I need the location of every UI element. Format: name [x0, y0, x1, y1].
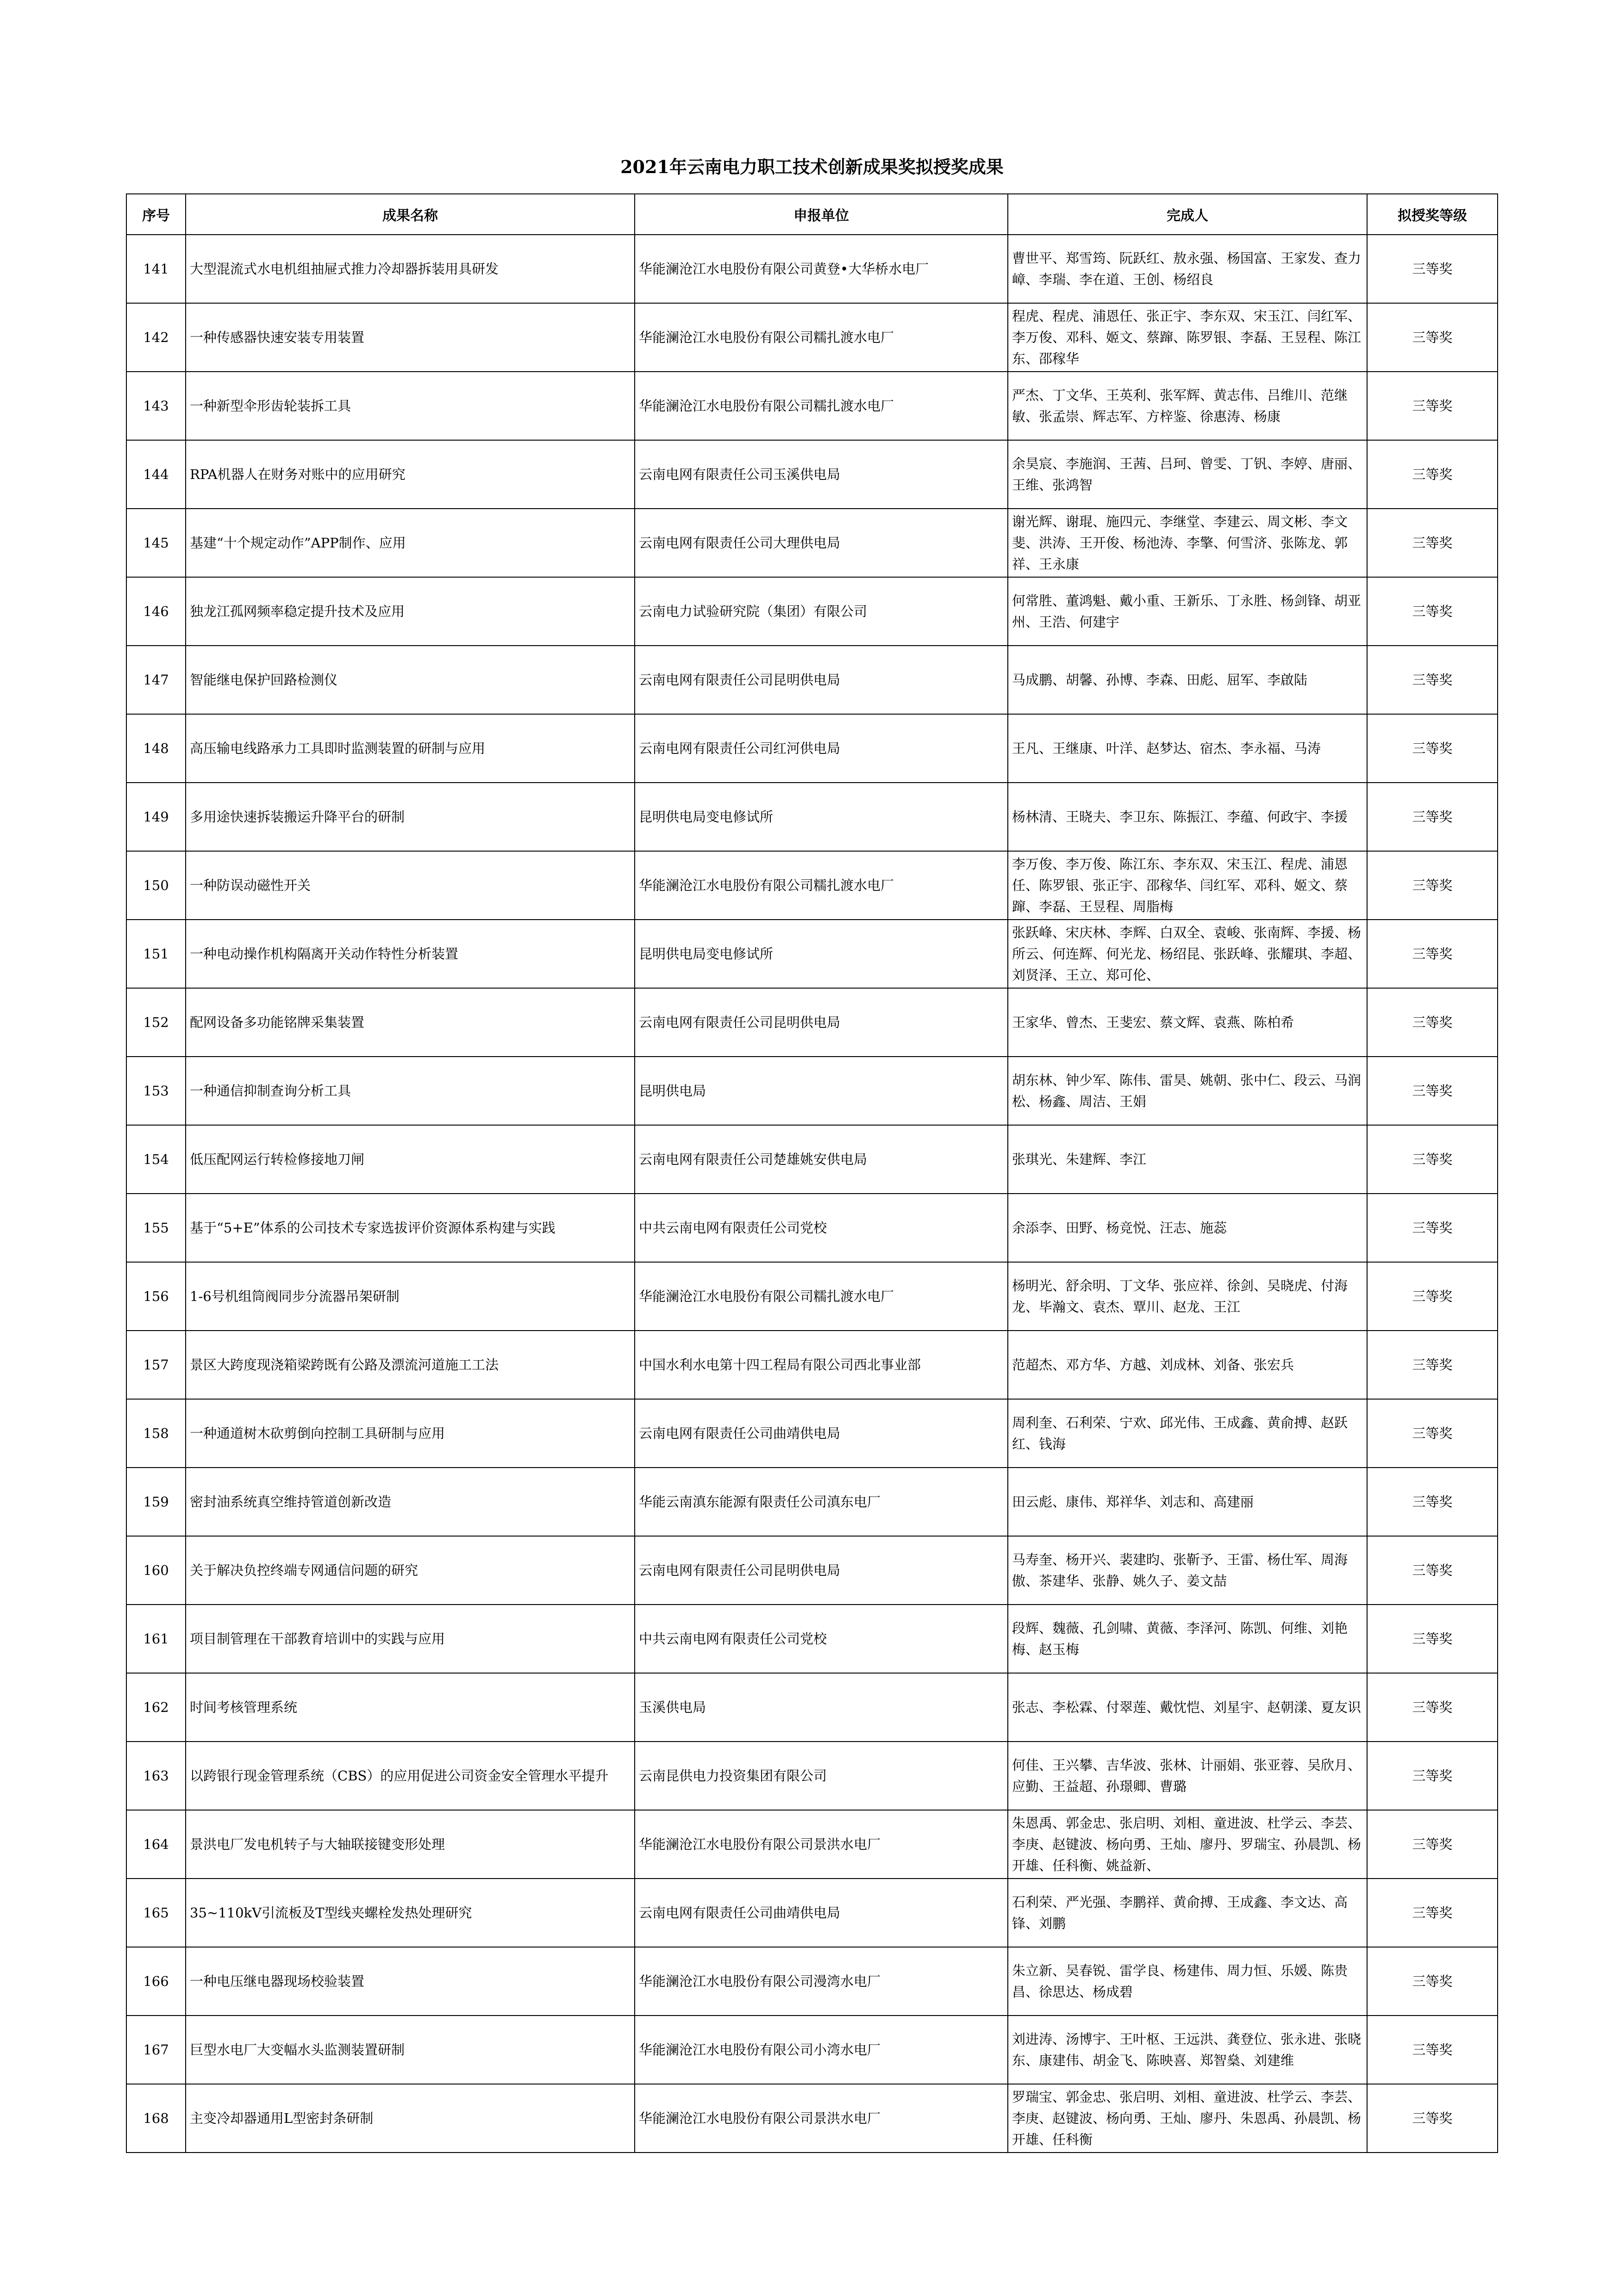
cell-level: 三等奖: [1367, 235, 1498, 303]
cell-no: 153: [126, 1057, 186, 1125]
people-text: 王凡、王继康、叶洋、赵梦达、宿杰、李永福、马涛: [1012, 740, 1321, 756]
cell-people: [1008, 1331, 1367, 1399]
table-row: [126, 1468, 1498, 1536]
header-unit: 申报单位: [635, 194, 1008, 235]
cell-level: 三等奖: [1367, 1125, 1498, 1194]
people-text: 王家华、曾杰、王斐宏、蔡文辉、袁燕、陈柏希: [1012, 1014, 1294, 1030]
cell-name: 一种通道树木砍剪倒向控制工具研制与应用: [186, 1399, 635, 1468]
cell-no: 163: [126, 1742, 186, 1810]
cell-level: 三等奖: [1367, 920, 1498, 988]
cell-name: 配网设备多功能铭牌采集装置: [186, 988, 635, 1057]
cell-no: 159: [126, 1468, 186, 1536]
header-name: 成果名称: [186, 194, 635, 235]
cell-people: [1008, 1125, 1367, 1194]
cell-no: 147: [126, 646, 186, 714]
people-text: 杨林清、王晓夫、李卫东、陈振江、李蕴、何政宇、李援: [1012, 809, 1348, 825]
cell-people: [1008, 783, 1367, 851]
cell-level: 三等奖: [1367, 1673, 1498, 1742]
cell-people: [1008, 235, 1367, 303]
table-row: [126, 646, 1498, 714]
cell-unit: 华能澜沧江水电股份有限公司糯扎渡水电厂: [635, 1262, 1008, 1331]
cell-unit: 中共云南电网有限责任公司党校: [635, 1194, 1008, 1262]
cell-name: 一种通信抑制查询分析工具: [186, 1057, 635, 1125]
people-text: 田云彪、康伟、郑祥华、刘志和、高建丽: [1012, 1494, 1254, 1510]
people-text: 余昊宸、李施润、王茜、吕珂、曾雯、丁钒、李婷、唐丽、王维、张鸿智: [1012, 456, 1362, 493]
people-text: 张琪光、朱建辉、李江: [1012, 1151, 1147, 1167]
table-row: [126, 1194, 1498, 1262]
cell-name: 关于解决负控终端专网通信问题的研究: [186, 1536, 635, 1605]
cell-level: 三等奖: [1367, 1468, 1498, 1536]
table-row: [126, 1879, 1498, 1947]
cell-level: 三等奖: [1367, 1194, 1498, 1262]
cell-unit: 华能澜沧江水电股份有限公司糯扎渡水电厂: [635, 851, 1008, 920]
cell-people: [1008, 1194, 1367, 1262]
cell-people: [1008, 1742, 1367, 1810]
cell-no: 154: [126, 1125, 186, 1194]
people-text: 何常胜、董鸿魁、戴小重、王新乐、丁永胜、杨剑锋、胡亚州、王浩、何建宇: [1012, 593, 1362, 630]
cell-no: 167: [126, 2016, 186, 2084]
cell-no: 145: [126, 509, 186, 577]
cell-people: [1008, 920, 1367, 988]
cell-name: 多用途快速拆装搬运升降平台的研制: [186, 783, 635, 851]
table-row: [126, 509, 1498, 577]
cell-name: RPA机器人在财务对账中的应用研究: [186, 440, 635, 509]
cell-people: [1008, 851, 1367, 920]
cell-people: [1008, 440, 1367, 509]
cell-unit: 云南电网有限责任公司昆明供电局: [635, 646, 1008, 714]
cell-level: 三等奖: [1367, 2016, 1498, 2084]
cell-level: 三等奖: [1367, 440, 1498, 509]
cell-unit: 中共云南电网有限责任公司党校: [635, 1605, 1008, 1673]
cell-level: 三等奖: [1367, 1810, 1498, 1879]
people-text: 范超杰、邓方华、方越、刘成林、刘备、张宏兵: [1012, 1357, 1294, 1373]
table-row: [126, 1810, 1498, 1879]
cell-no: 141: [126, 235, 186, 303]
cell-level: 三等奖: [1367, 646, 1498, 714]
cell-unit: 云南电网有限责任公司红河供电局: [635, 714, 1008, 783]
cell-unit: 云南电网有限责任公司昆明供电局: [635, 1536, 1008, 1605]
cell-name: 一种新型伞形齿轮装拆工具: [186, 372, 635, 440]
table-row: [126, 1331, 1498, 1399]
table-row: [126, 1742, 1498, 1810]
cell-no: 165: [126, 1879, 186, 1947]
cell-level: 三等奖: [1367, 1947, 1498, 2016]
table-row: [126, 783, 1498, 851]
cell-level: 三等奖: [1367, 1262, 1498, 1331]
cell-no: 150: [126, 851, 186, 920]
cell-unit: 云南电网有限责任公司昆明供电局: [635, 988, 1008, 1057]
cell-name: 1-6号机组筒阀同步分流器吊架研制: [186, 1262, 635, 1331]
cell-name: 时间考核管理系统: [186, 1673, 635, 1742]
cell-name: 密封油系统真空维持管道创新改造: [186, 1468, 635, 1536]
cell-no: 155: [126, 1194, 186, 1262]
cell-no: 157: [126, 1331, 186, 1399]
table-row: [126, 303, 1498, 372]
cell-people: [1008, 1468, 1367, 1536]
cell-name: 一种传感器快速安装专用装置: [186, 303, 635, 372]
cell-name: 智能继电保护回路检测仪: [186, 646, 635, 714]
cell-people: [1008, 1605, 1367, 1673]
cell-no: 164: [126, 1810, 186, 1879]
table-row: [126, 714, 1498, 783]
cell-people: [1008, 1057, 1367, 1125]
cell-level: 三等奖: [1367, 783, 1498, 851]
table-row: [126, 1673, 1498, 1742]
cell-people: [1008, 1673, 1367, 1742]
cell-no: 162: [126, 1673, 186, 1742]
cell-no: 152: [126, 988, 186, 1057]
cell-unit: 中国水利水电第十四工程局有限公司西北事业部: [635, 1331, 1008, 1399]
page-title: 2021年云南电力职工技术创新成果奖拟授奖成果: [620, 156, 1004, 177]
cell-no: 146: [126, 577, 186, 646]
cell-name: 基建“十个规定动作”APP制作、应用: [186, 509, 635, 577]
cell-people: [1008, 714, 1367, 783]
table-row: [126, 1399, 1498, 1468]
cell-name: 基于“5+E”体系的公司技术专家选拔评价资源体系构建与实践: [186, 1194, 635, 1262]
people-text: 谢光辉、谢琨、施四元、李继堂、李建云、周文彬、李文斐、洪涛、王开俊、杨池涛、李擎、何雪济、张陈龙、郭祥、王永康: [1012, 514, 1348, 572]
cell-name: 主变冷却器通用L型密封条研制: [186, 2084, 635, 2153]
cell-people: [1008, 1399, 1367, 1468]
people-text: 何佳、王兴攀、吉华波、张林、计丽娟、张亚蓉、吴欣月、应勤、王益超、孙璟卿、曹璐: [1012, 1757, 1362, 1794]
header-level: 拟授奖等级: [1367, 194, 1498, 235]
header-no: 序号: [126, 194, 186, 235]
cell-no: 166: [126, 1947, 186, 2016]
cell-level: 三等奖: [1367, 372, 1498, 440]
cell-name: 景洪电厂发电机转子与大轴联接键变形处理: [186, 1810, 635, 1879]
cell-people: [1008, 577, 1367, 646]
table-row: [126, 1262, 1498, 1331]
table-row: [126, 1605, 1498, 1673]
table-row: [126, 440, 1498, 509]
cell-people: [1008, 372, 1367, 440]
people-text: 杨明光、舒余明、丁文华、张应祥、徐剑、吴晓虎、付海龙、毕瀚文、袁杰、覃川、赵龙、王江: [1012, 1278, 1348, 1315]
cell-level: 三等奖: [1367, 1742, 1498, 1810]
people-text: 朱恩禹、郭金忠、张启明、刘相、童进波、杜学云、李芸、李庚、赵键波、杨向勇、王灿、廖丹、罗瑞宝、孙晨凯、杨开雄、任科衡、姚益新、: [1012, 1815, 1362, 1873]
cell-people: [1008, 2016, 1367, 2084]
cell-level: 三等奖: [1367, 1605, 1498, 1673]
table-row: [126, 988, 1498, 1057]
people-text: 周利奎、石利荣、宁欢、邱光伟、王成鑫、黄俞搏、赵跃红、钱海: [1012, 1415, 1348, 1452]
cell-name: 低压配网运行转检修接地刀闸: [186, 1125, 635, 1194]
people-text: 李万俊、李万俊、陈江东、李东双、宋玉江、程虎、浦恩任、陈罗银、张正宇、邵稼华、闫红军、邓科、姬文、蔡蹿、李磊、王昱程、周脂梅: [1012, 856, 1348, 915]
table-row: [126, 235, 1498, 303]
cell-unit: 华能云南滇东能源有限责任公司滇东电厂: [635, 1468, 1008, 1536]
cell-people: [1008, 1879, 1367, 1947]
cell-no: 142: [126, 303, 186, 372]
cell-no: 151: [126, 920, 186, 988]
people-text: 胡东林、钟少军、陈伟、雷昊、姚朝、张中仁、段云、马润松、杨鑫、周洁、王娟: [1012, 1072, 1362, 1109]
cell-unit: 华能澜沧江水电股份有限公司景洪水电厂: [635, 1810, 1008, 1879]
cell-name: 项目制管理在干部教育培训中的实践与应用: [186, 1605, 635, 1673]
cell-name: 一种防误动磁性开关: [186, 851, 635, 920]
cell-unit: 玉溪供电局: [635, 1673, 1008, 1742]
cell-people: [1008, 509, 1367, 577]
table-row: [126, 577, 1498, 646]
cell-unit: 云南电网有限责任公司曲靖供电局: [635, 1879, 1008, 1947]
cell-no: 158: [126, 1399, 186, 1468]
people-text: 马寿奎、杨开兴、裴建昀、张靳予、王雷、杨仕军、周海傲、茶建华、张静、姚久子、姜文喆: [1012, 1552, 1348, 1589]
people-text: 曹世平、郑雪筠、阮跃红、敖永强、杨国富、王家发、查力嶂、李瑞、李在道、王创、杨绍良: [1012, 250, 1362, 287]
cell-name: 景区大跨度现浇箱梁跨既有公路及漂流河道施工工法: [186, 1331, 635, 1399]
cell-no: 156: [126, 1262, 186, 1331]
cell-unit: 华能澜沧江水电股份有限公司糯扎渡水电厂: [635, 372, 1008, 440]
cell-level: 三等奖: [1367, 2084, 1498, 2153]
cell-level: 三等奖: [1367, 1057, 1498, 1125]
cell-people: [1008, 2084, 1367, 2153]
cell-name: 一种电动操作机构隔离开关动作特性分析装置: [186, 920, 635, 988]
cell-level: 三等奖: [1367, 988, 1498, 1057]
cell-people: [1008, 1262, 1367, 1331]
cell-no: 168: [126, 2084, 186, 2153]
cell-name: 一种电压继电器现场校验装置: [186, 1947, 635, 2016]
cell-unit: 云南电网有限责任公司玉溪供电局: [635, 440, 1008, 509]
cell-unit: 昆明供电局变电修试所: [635, 920, 1008, 988]
cell-people: [1008, 1536, 1367, 1605]
cell-unit: 华能澜沧江水电股份有限公司糯扎渡水电厂: [635, 303, 1008, 372]
cell-level: 三等奖: [1367, 1536, 1498, 1605]
people-text: 石利荣、严光强、李鹏祥、黄俞搏、王成鑫、李文达、高锋、刘鹏: [1012, 1894, 1348, 1931]
cell-unit: 云南昆供电力投资集团有限公司: [635, 1742, 1008, 1810]
cell-people: [1008, 988, 1367, 1057]
table-row: [126, 851, 1498, 920]
cell-level: 三等奖: [1367, 509, 1498, 577]
cell-name: 以跨银行现金管理系统（CBS）的应用促进公司资金安全管理水平提升: [186, 1742, 635, 1810]
cell-level: 三等奖: [1367, 1879, 1498, 1947]
cell-people: [1008, 646, 1367, 714]
people-text: 朱立新、吴春锐、雷学良、杨建伟、周力恒、乐媛、陈贵昌、徐思达、杨成碧: [1012, 1963, 1348, 2000]
cell-people: [1008, 303, 1367, 372]
awards-table: [126, 193, 1498, 2153]
cell-unit: 云南电网有限责任公司楚雄姚安供电局: [635, 1125, 1008, 1194]
header-people: 完成人: [1008, 194, 1367, 235]
cell-people: [1008, 1810, 1367, 1879]
people-text: 程虎、程虎、浦恩任、张正宇、李东双、宋玉江、闫红军、李万俊、邓科、姬文、蔡蹿、陈罗银、李磊、王昱程、陈江东、邵稼华: [1012, 308, 1362, 367]
cell-no: 160: [126, 1536, 186, 1605]
cell-no: 149: [126, 783, 186, 851]
cell-people: [1008, 1947, 1367, 2016]
cell-name: 35~110kV引流板及T型线夹螺栓发热处理研究: [186, 1879, 635, 1947]
people-text: 刘进涛、汤博宇、王叶枢、王远洪、龚登位、张永进、张晓东、康建伟、胡金飞、陈映喜、郑智燊、刘建维: [1012, 2031, 1362, 2068]
people-text: 罗瑞宝、郭金忠、张启明、刘相、童进波、杜学云、李芸、李庚、赵键波、杨向勇、王灿、廖丹、朱恩禹、孙晨凯、杨开雄、任科衡: [1012, 2089, 1362, 2147]
cell-level: 三等奖: [1367, 303, 1498, 372]
cell-no: 148: [126, 714, 186, 783]
cell-unit: 云南电力试验研究院（集团）有限公司: [635, 577, 1008, 646]
cell-no: 143: [126, 372, 186, 440]
table-row: [126, 2016, 1498, 2084]
cell-unit: 昆明供电局变电修试所: [635, 783, 1008, 851]
table-row: [126, 920, 1498, 988]
people-text: 严杰、丁文华、王英利、张军辉、黄志伟、吕维川、范继敏、张孟崇、辉志军、方梓鉴、徐惠涛、杨康: [1012, 387, 1348, 424]
people-text: 张跃峰、宋庆林、李辉、白双全、袁峻、张南辉、李援、杨所云、何连辉、何光龙、杨绍昆、张跃峰、张耀琪、李超、刘贤泽、王立、郑可伦、: [1012, 925, 1362, 983]
cell-name: 高压输电线路承力工具即时监测装置的研制与应用: [186, 714, 635, 783]
table-header-row: [126, 194, 1498, 235]
cell-unit: 华能澜沧江水电股份有限公司黄登•大华桥水电厂: [635, 235, 1008, 303]
table-row: [126, 1057, 1498, 1125]
table-row: [126, 1947, 1498, 2016]
table-row: [126, 372, 1498, 440]
cell-name: 巨型水电厂大变幅水头监测装置研制: [186, 2016, 635, 2084]
table-row: [126, 1125, 1498, 1194]
people-text: 张志、李松霖、付翠莲、戴忱恺、刘星宇、赵朝漾、夏友识: [1012, 1699, 1362, 1715]
cell-unit: 华能澜沧江水电股份有限公司小湾水电厂: [635, 2016, 1008, 2084]
cell-level: 三等奖: [1367, 851, 1498, 920]
cell-no: 161: [126, 1605, 186, 1673]
people-text: 段辉、魏薇、孔剑啸、黄薇、李泽河、陈凯、何维、刘艳梅、赵玉梅: [1012, 1620, 1348, 1657]
people-text: 马成鹏、胡馨、孙博、李森、田彪、屈军、李啟陆: [1012, 672, 1308, 688]
cell-unit: 昆明供电局: [635, 1057, 1008, 1125]
cell-unit: 华能澜沧江水电股份有限公司景洪水电厂: [635, 2084, 1008, 2153]
cell-unit: 云南电网有限责任公司大理供电局: [635, 509, 1008, 577]
cell-name: 大型混流式水电机组抽屉式推力冷却器拆装用具研发: [186, 235, 635, 303]
cell-unit: 华能澜沧江水电股份有限公司漫湾水电厂: [635, 1947, 1008, 2016]
cell-level: 三等奖: [1367, 1331, 1498, 1399]
table-row: [126, 2084, 1498, 2153]
cell-name: 独龙江孤网频率稳定提升技术及应用: [186, 577, 635, 646]
cell-level: 三等奖: [1367, 714, 1498, 783]
cell-unit: 云南电网有限责任公司曲靖供电局: [635, 1399, 1008, 1468]
cell-level: 三等奖: [1367, 577, 1498, 646]
table-row: [126, 1536, 1498, 1605]
cell-no: 144: [126, 440, 186, 509]
cell-level: 三等奖: [1367, 1399, 1498, 1468]
people-text: 余添李、田野、杨竞悦、汪志、施蕊: [1012, 1220, 1227, 1236]
